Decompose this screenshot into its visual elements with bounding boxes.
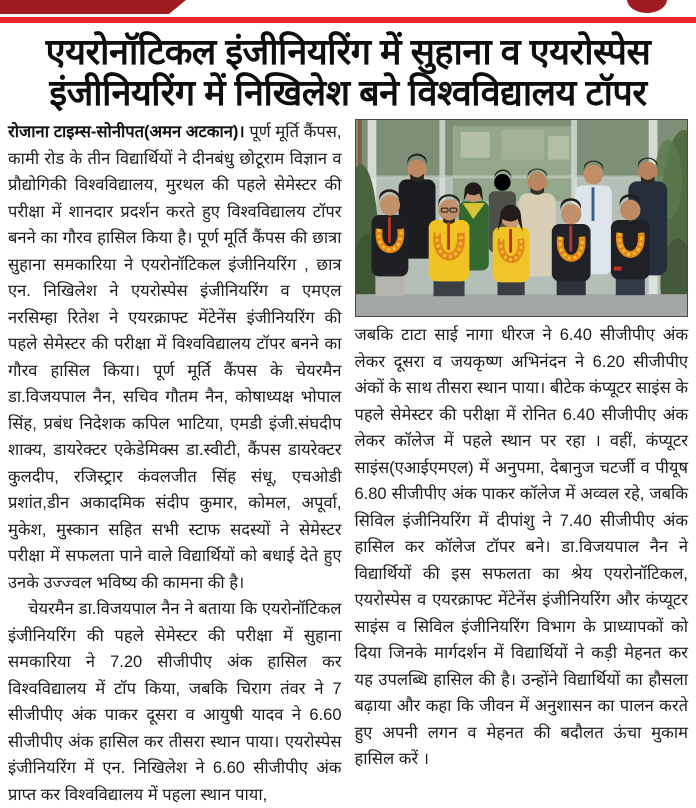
article-body <box>0 117 696 808</box>
floor <box>356 294 688 316</box>
column-left <box>8 119 342 808</box>
headline <box>6 31 690 113</box>
masthead-bar <box>0 0 186 14</box>
masthead-rule <box>0 17 696 23</box>
masthead <box>0 0 696 25</box>
headline-line1: एयरोनॉटिकल इंजीनियरिंग में सुहाना व एयरोस्पेस <box>45 31 651 72</box>
paragraph-1-text: पूर्ण मूर्ति कैंपस, कामी रोड के तीन विद्यार्थियों ने दीनबंधु छोटूराम विज्ञान व प्रौद्योगिकी विश्वविद्यालय, मुरथल की पहले सेमेस्टर की परीक्षा में शानदार प्रदर्शन करते हुए विश्वविद्यालय टॉपर बनने का गौरव हासिल किया है। पूर्ण मूर्ति कैंपस की छात्रा सुहाना समकारिया ने एयरोनॉटिकल इंजीनियरिंग , छात्र एन. निखिलेश ने एयरोस्पेस इंजीनियरिंग व एमएल नरसिम्हा रितेश ने एयरक्राफ्ट मेंटेनेंस इंजीनियरिंग की पहले सेमेस्टर की परीक्षा में विश्वविद्यालय टॉपर बनने का गौरव हासिल किया। पूर्ण मूर्ति कैंपस के चेयरमैन डा.विजयपाल नैन, सचिव गौतम नैन, कोषाध्यक्ष भोपाल सिंह, प्रबंध निदेशक कपिल भाटिया, एमडी इंजी.संघदीप शाक्य, डायरेक्टर एकेडेमिक्स डा.स्वीटी, कैंपस डायरेक्टर कुलदीप, रजिस्ट्रार कंवलजीत सिंह संधू, एचओडी प्रशांत,डीन अकादमिक संदीप कुमार, कोमल, अपूर्वा, मुकेश, मुस्कान सहित सभी स्टाफ सदस्यों ने सेमेस्टर परीक्षा में सफलता पाने वाले विद्यार्थियों को बधाई देते हुए उनके उज्ज्वल भविष्य की कामना की है। <box>8 123 342 592</box>
masthead-circle <box>627 0 667 13</box>
dateline: रोजाना टाइम्स-सोनीपत(अमन अटकान)। <box>8 123 245 142</box>
column-right <box>355 119 689 808</box>
article-photo <box>355 119 689 317</box>
paragraph-1 <box>8 119 342 596</box>
headline-line2: इंजीनियरिंग में निखिलेश बने विश्वविद्यालय टॉपर <box>49 72 647 114</box>
article-photo-illustration <box>356 120 688 316</box>
paragraph-3: जबकि टाटा साई नागा धीरज ने 6.40 सीजीपीए अंक लेकर दूसरा व जयकृष्ण अभिनंदन ने 6.20 सीजीपीए अंकों के साथ तीसरा स्थान पाया। बीटेक कंप्यूटर साइंस के पहले सेमेस्टर की परीक्षा में रोनित 6.40 सीजीपीए अंक लेकर कॉलेज में पहले स्थान पर रहा । वहीं, कंप्यूटर साइंस(एआईएमएल) में अनुपमा, देबानुज चटर्जी व पीयूष 6.80 सीजीपीए अंक पाकर कॉलेज में अव्वल रहे, जबकि सिविल इंजीनियरिंग में दीपांशु ने 7.40 सीजीपीए अंक हासिल कर कॉलेज टॉपर बने। डा.विजयपाल नैन ने विद्यार्थियों की इस सफलता का श्रेय एयरोनॉटिकल, एयरोस्पेस व एयरक्राफ्ट मेंटेनेंस इंजीनियरिंग और कंप्यूटर साइंस व सिविल इंजीनियरिंग विभाग के प्राध्यापकों को दिया जिनके मार्गदर्शन में विद्यार्थियों ने कड़ी मेहनत कर यह उपलब्धि हासिल की है। उन्होंने विद्यार्थियों का हौसला बढ़ाया और कहा कि जीवन में अनुशासन का पालन करते हुए अपनी लगन व मेहनत की बदौलत ऊंचा मुकाम हासिल करें । <box>354 326 688 769</box>
paragraph-2: चेयरमैन डा.विजयपाल नैन ने बताया कि एयरोनॉटिकल इंजीनियरिंग की पहले सेमेस्टर की परीक्षा में सुहाना समकारिया ने 7.20 सीजीपीए अंक हासिल कर विश्वविद्यालय में टॉप किया, जबकि चिराग तंवर ने 7 सीजीपीए अंक पाकर दूसरा व आयुषी यादव ने 6.60 सीजीपीए अंक हासिल कर तीसरा स्थान पाया। एयरोस्पेस इंजीनियरिंग में एन. निखिलेश ने 6.60 सीजीपीए अंक प्राप्त कर विश्वविद्यालय में पहला स्थान पाया, <box>8 600 342 804</box>
